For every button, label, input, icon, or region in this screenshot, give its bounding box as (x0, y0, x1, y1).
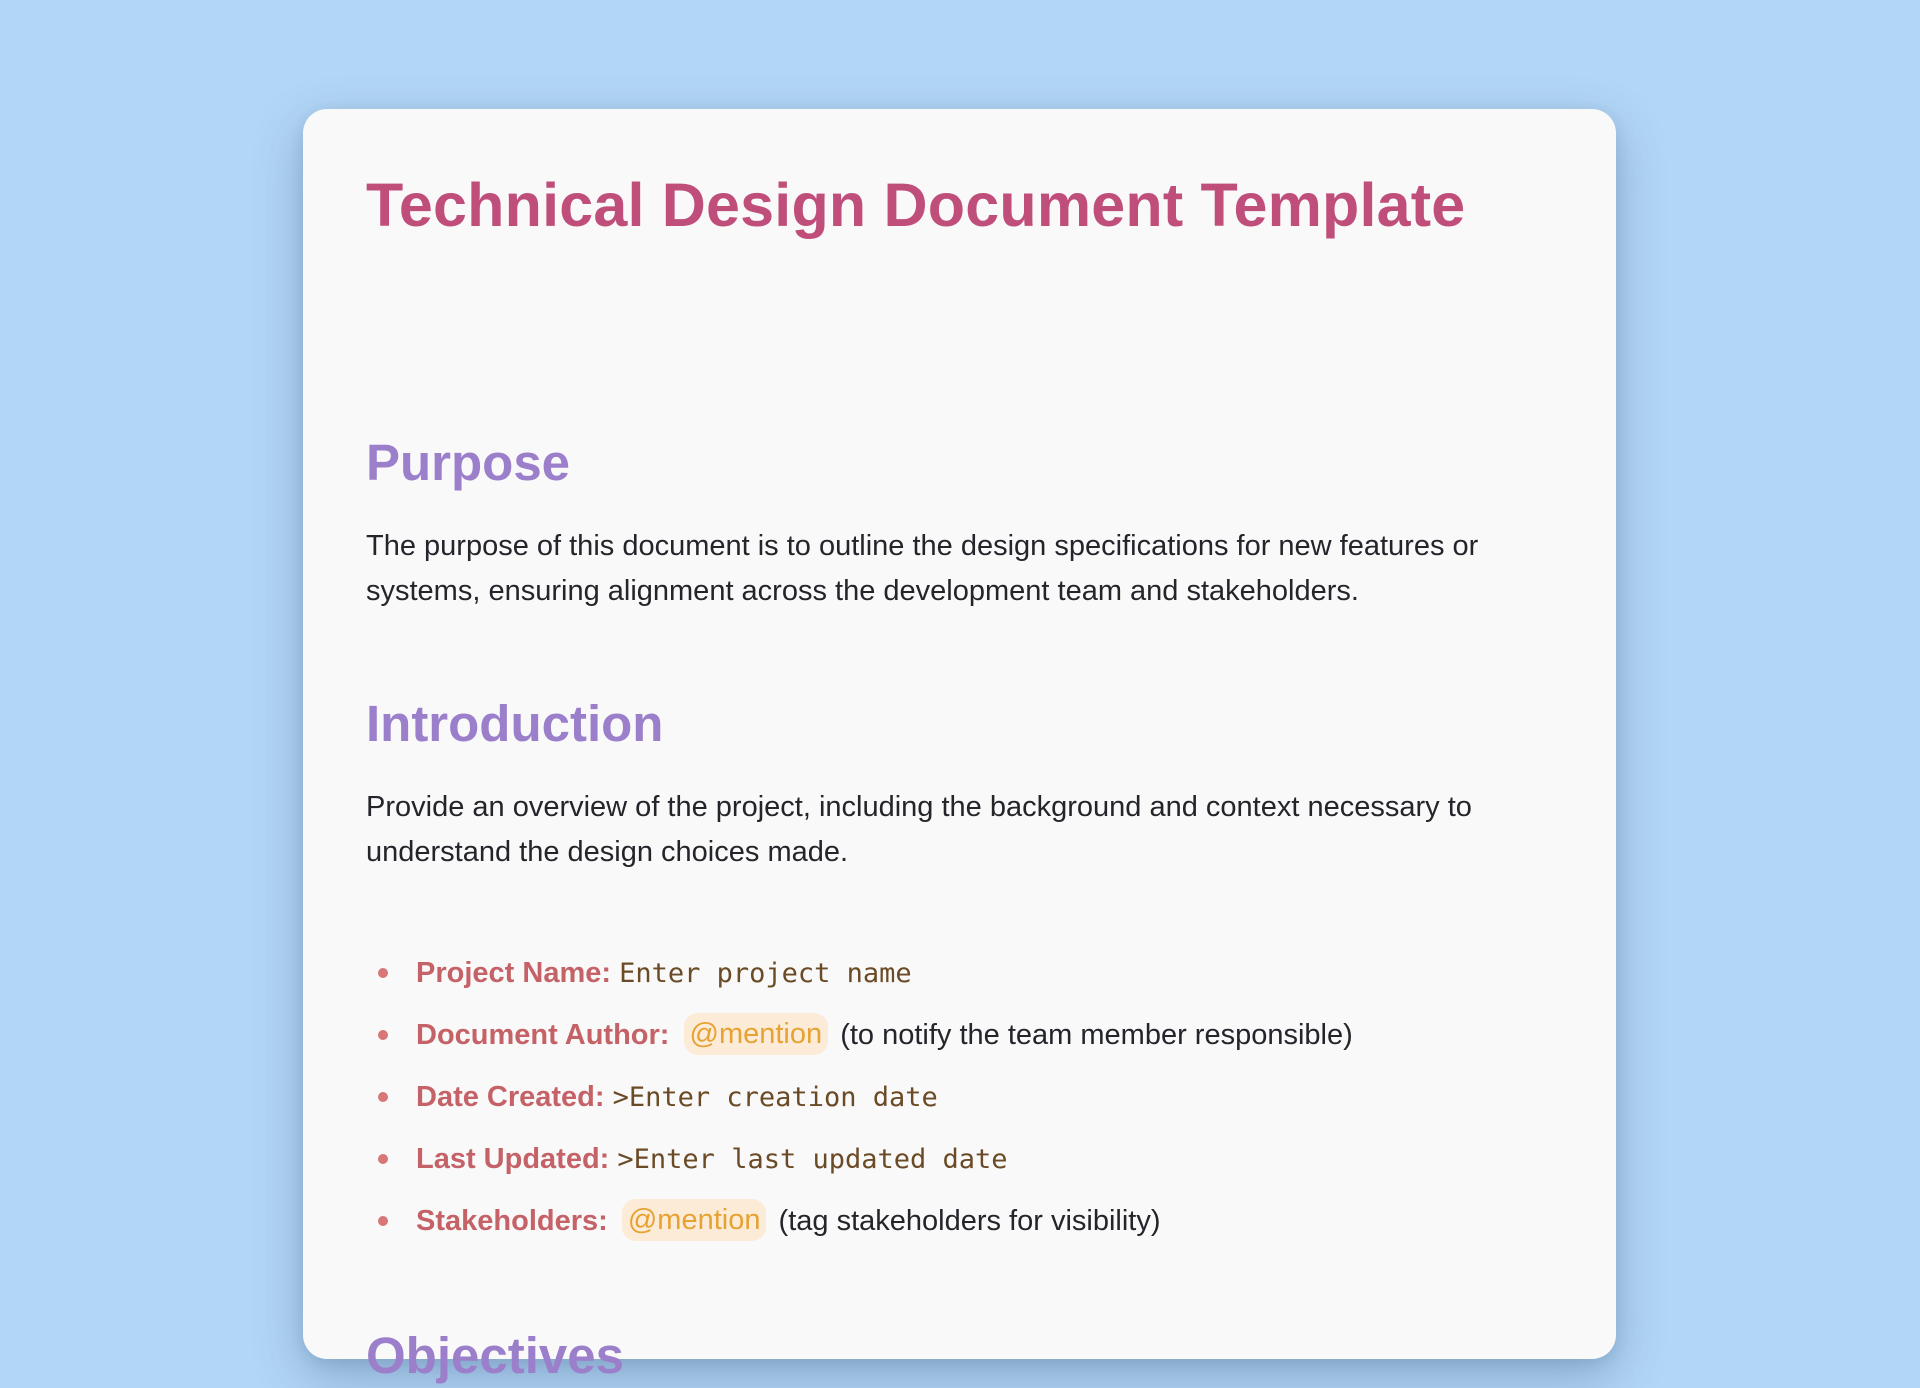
field-date-created (366, 1066, 1556, 1128)
document-content (366, 109, 1556, 1384)
field-label: Date Created: (416, 1081, 605, 1113)
stakeholders-mention-chip[interactable]: @mention (622, 1199, 767, 1241)
project-details-list (366, 942, 1556, 1252)
author-mention-chip[interactable]: @mention (684, 1013, 829, 1055)
page-title: Technical Design Document Template (366, 171, 1466, 239)
field-stakeholders (366, 1190, 1556, 1252)
field-note: (tag stakeholders for visibility) (778, 1205, 1161, 1237)
introduction-heading: Introduction (366, 695, 664, 752)
document-card (303, 109, 1616, 1384)
field-document-author (366, 1004, 1556, 1066)
purpose-heading: Purpose (366, 434, 571, 491)
field-note: (to notify the team member responsible) (840, 1019, 1353, 1051)
field-label: Project Name: (416, 957, 612, 989)
field-project-name (366, 942, 1556, 1004)
last-updated-placeholder[interactable]: >Enter last updated date (617, 1144, 1008, 1175)
project-name-placeholder[interactable]: Enter project name (619, 958, 912, 989)
objectives-heading: Objectives (366, 1327, 624, 1384)
field-label: Stakeholders: (416, 1205, 608, 1237)
bullet-icon (378, 1216, 388, 1226)
introduction-text: Provide an overview of the project, including the background and context necessary to understand the design choices made. (366, 791, 1472, 868)
field-last-updated (366, 1128, 1556, 1190)
bullet-icon (378, 1154, 388, 1164)
creation-date-placeholder[interactable]: >Enter creation date (612, 1082, 938, 1113)
field-label: Last Updated: (416, 1143, 610, 1175)
bullet-icon (378, 1092, 388, 1102)
bullet-icon (378, 968, 388, 978)
bullet-icon (378, 1030, 388, 1040)
purpose-text: The purpose of this document is to outline the design specifications for new features or systems, ensuring alignment across the development team and stakeholders. (366, 530, 1479, 607)
field-label: Document Author: (416, 1019, 670, 1051)
